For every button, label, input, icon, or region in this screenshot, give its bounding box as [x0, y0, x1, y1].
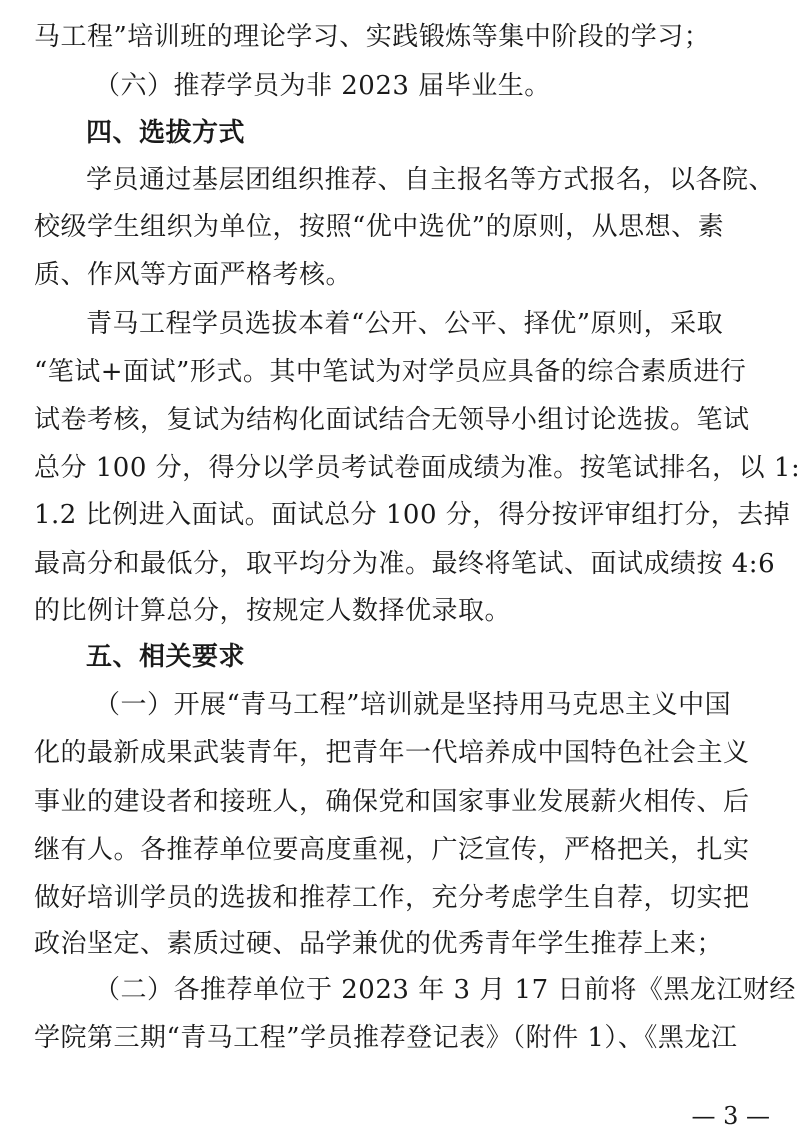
- text-line: 质、作风等方面严格考核。: [34, 260, 353, 290]
- text-line: 继有人。各推荐单位要高度重视，广泛宣传，严格把关，扎实: [34, 835, 750, 865]
- text-line: 试卷考核，复试为结构化面试结合无领导小组讨论选拔。笔试: [34, 405, 750, 435]
- section-heading: 五、相关要求: [86, 642, 246, 672]
- text-line: （六）推荐学员为非 2023 届毕业生。: [94, 71, 551, 101]
- text-line: 政治坚定、素质过硬、品学兼优的优秀青年学生推荐上来；: [34, 929, 724, 959]
- text-line: 青马工程学员选拔本着“公开、公平、择优”原则，采取: [86, 309, 724, 339]
- text-line: “笔试+面试”形式。其中笔试为对学员应具备的综合素质进行: [34, 357, 747, 387]
- page-number: — 3 —: [691, 1102, 770, 1130]
- text-line: 事业的建设者和接班人，确保党和国家事业发展薪火相传、后: [34, 787, 750, 817]
- text-line: 化的最新成果武装青年，把青年一代培养成中国特色社会主义: [34, 738, 750, 768]
- section-heading: 四、选拔方式: [86, 118, 246, 148]
- text-line: 学院第三期“青马工程”学员推荐登记表》（附件 1）、《黑龙江: [34, 1023, 738, 1053]
- text-line: 总分 100 分，得分以学员考试卷面成绩为准。按笔试排名，以 1:: [34, 453, 800, 483]
- text-line: 学员通过基层团组织推荐、自主报名等方式报名，以各院、: [86, 165, 776, 195]
- text-line: 做好培训学员的选拔和推荐工作，充分考虑学生自荐，切实把: [34, 883, 750, 913]
- text-line: 最高分和最低分，取平均分为准。最终将笔试、面试成绩按 4:6: [34, 549, 776, 579]
- text-line: 马工程”培训班的理论学习、实践锻炼等集中阶段的学习；: [34, 22, 711, 52]
- text-line: 1.2 比例进入面试。面试总分 100 分，得分按评审组打分，去掉: [34, 500, 791, 530]
- text-line: 的比例计算总分，按规定人数择优录取。: [34, 596, 512, 626]
- text-line: 校级学生组织为单位，按照“优中选优”的原则，从思想、素: [34, 212, 725, 242]
- text-line: （二）各推荐单位于 2023 年 3 月 17 日前将《黑龙江财经: [94, 975, 796, 1005]
- text-line: （一）开展“青马工程”培训就是坚持用马克思主义中国: [94, 690, 732, 720]
